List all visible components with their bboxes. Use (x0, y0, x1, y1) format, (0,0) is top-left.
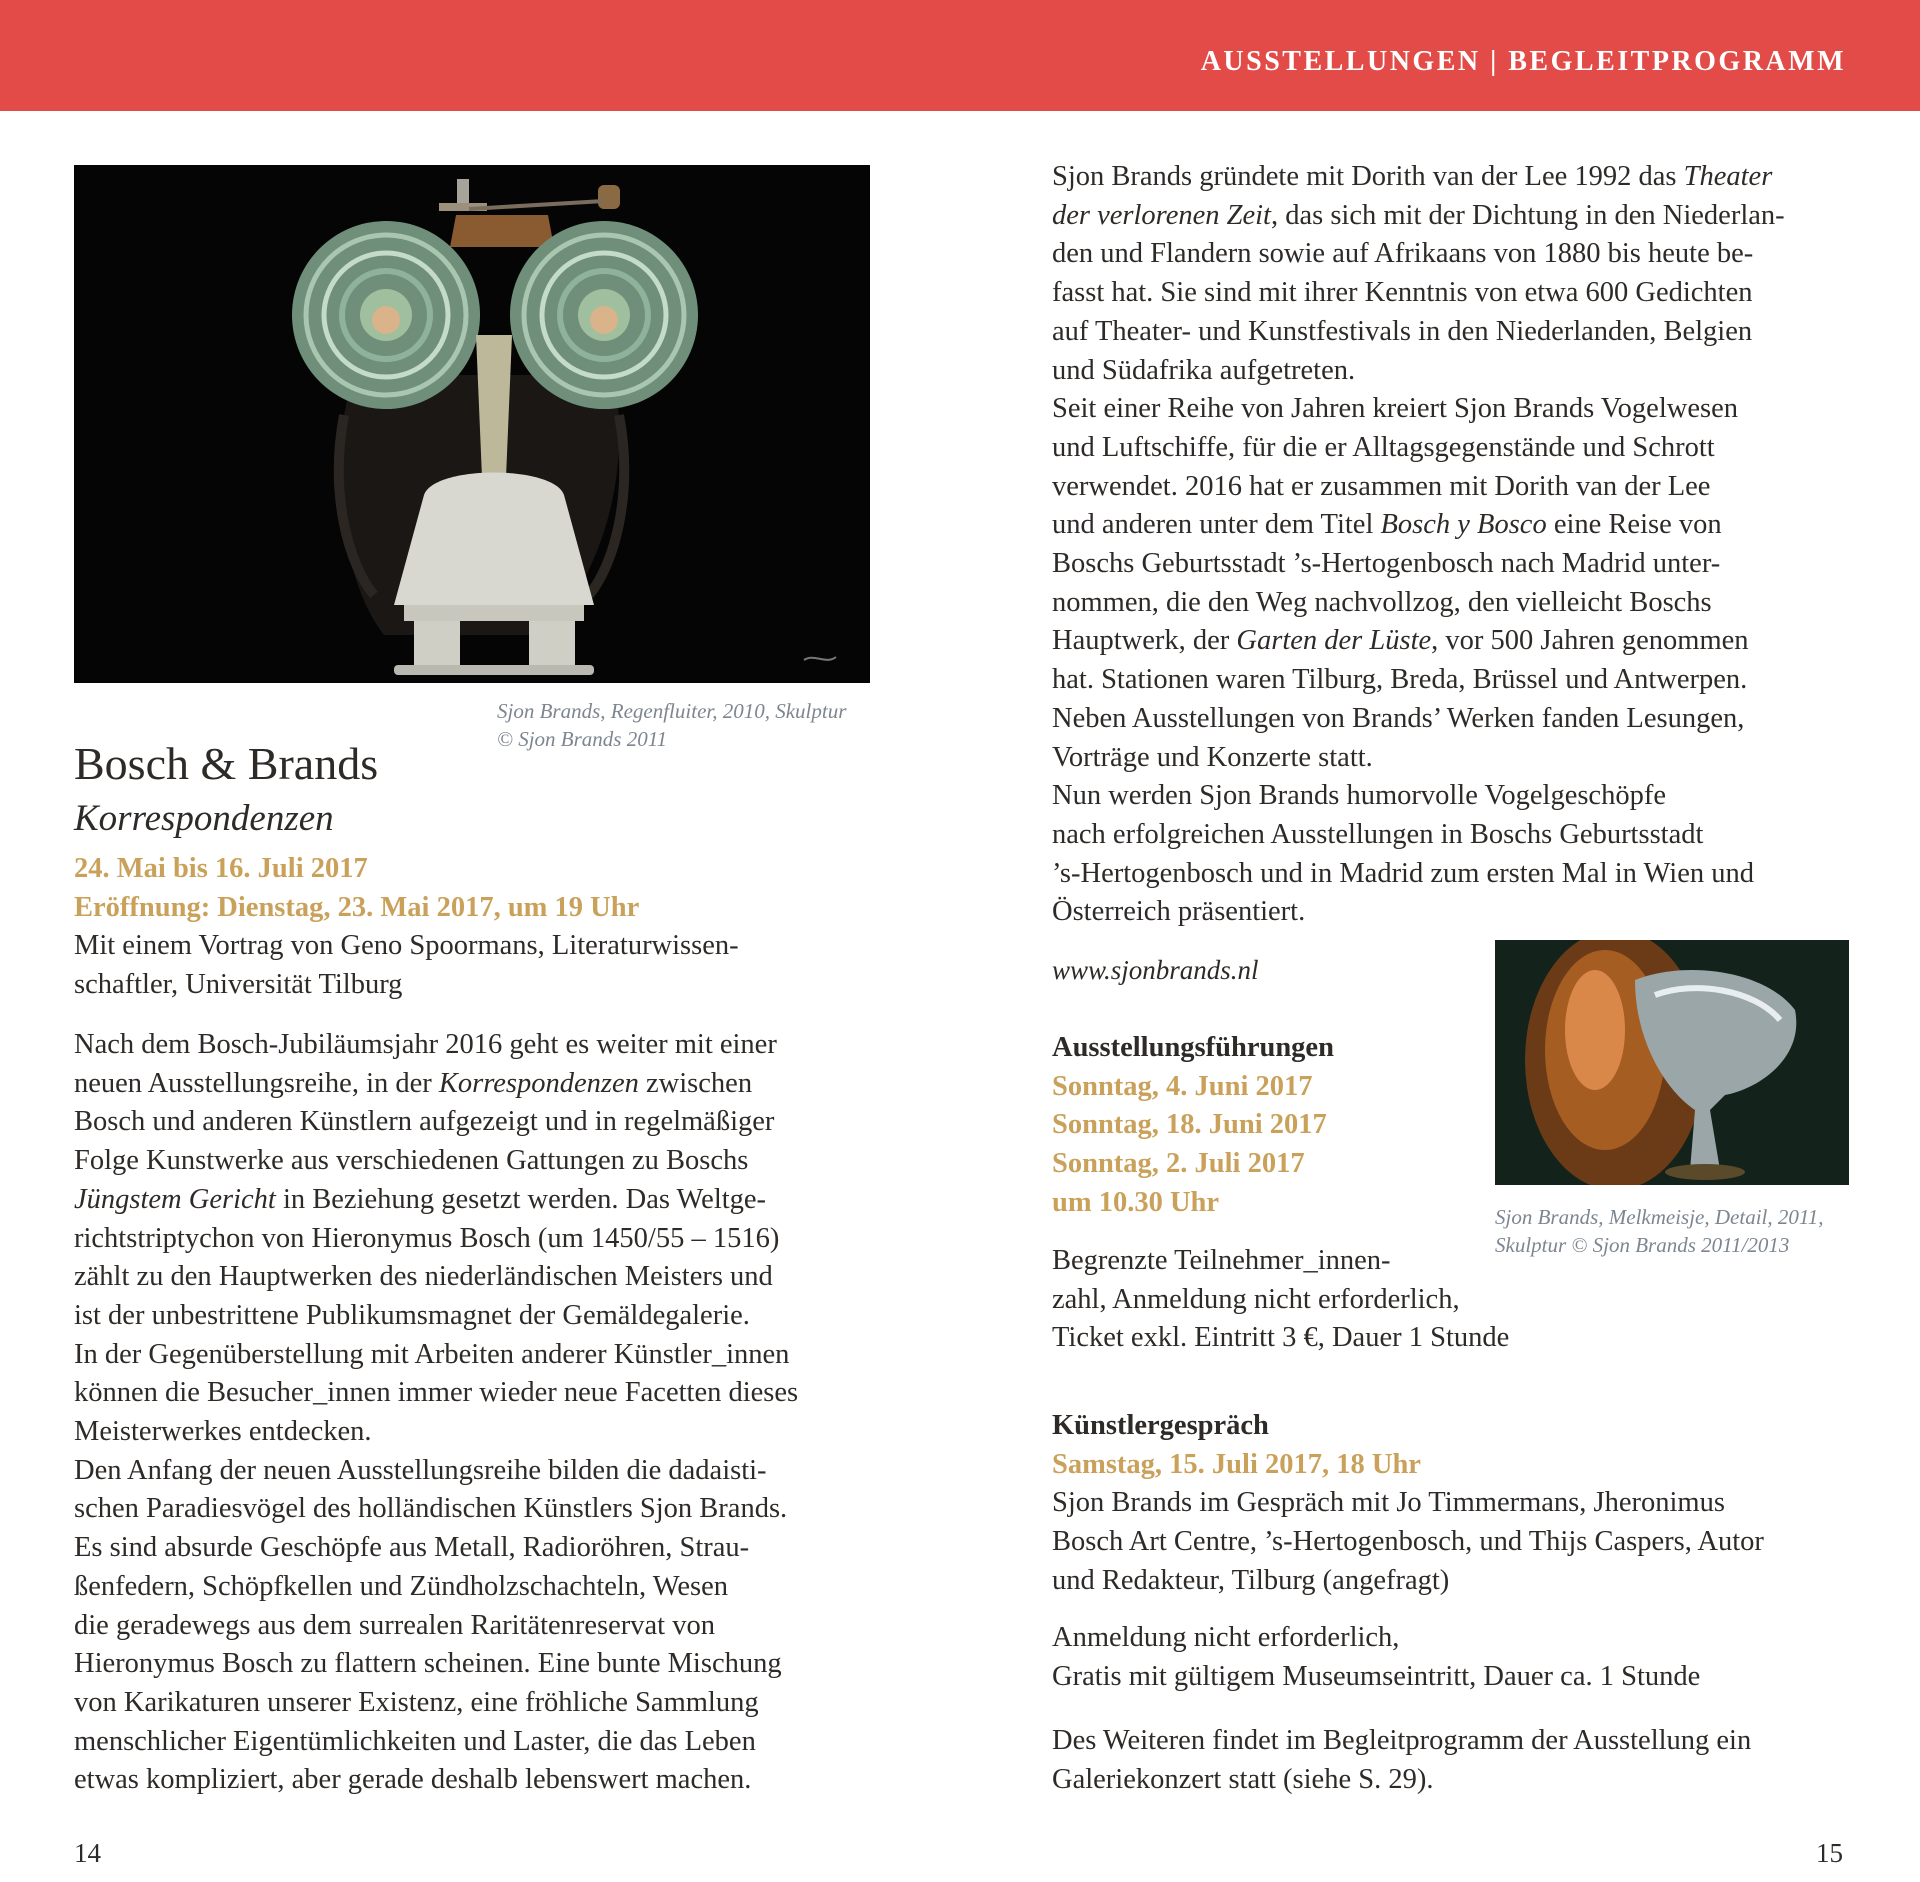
closing-note (1052, 1722, 1872, 1799)
page-number-right: 15 (1816, 1838, 1843, 1868)
body-line: Folge Kunstwerke aus verschiedenen Gattungen zu Boschs (74, 1145, 749, 1177)
body-line: Österreich präsentiert. (1052, 896, 1306, 928)
lecture-line: Mit einem Vortrag von Geno Spoormans, Literaturwissen- (74, 930, 739, 962)
body-line: In der Gegenüberstellung mit Arbeiten anderer Künstler_innen (74, 1338, 790, 1370)
article-subtitle: Korrespondenzen (74, 798, 334, 839)
body-line: und Südafrika aufgetreten. (1052, 354, 1356, 386)
sculpture-photo-regenfluiter (74, 165, 870, 683)
body-line: ist der unbestrittene Publikumsmagnet der Gemäldegalerie. (74, 1299, 750, 1331)
body-line: etwas kompliziert, aber gerade deshalb lebenswert machen. (74, 1764, 752, 1796)
page-number-left: 14 (74, 1838, 101, 1868)
caption-line: © Sjon Brands 2011 (497, 727, 668, 751)
caption-line: Skulptur © Sjon Brands 2011/2013 (1495, 1233, 1790, 1257)
website-link[interactable]: www.sjonbrands.nl (1052, 955, 1259, 985)
body-line: schen Paradiesvögel des holländischen Künstlers Sjon Brands. (74, 1493, 788, 1525)
talk-heading: Künstlergespräch (1052, 1410, 1269, 1441)
caption-line: Sjon Brands, Regenfluiter, 2010, Skulptur (497, 699, 847, 723)
article-body (74, 1026, 894, 1800)
tours-heading: Ausstellungsführungen (1052, 1032, 1334, 1063)
article-title: Bosch & Brands (74, 738, 379, 789)
body-line: nommen, die den Weg nachvollzog, den vielleicht Boschs (1052, 586, 1712, 618)
photo-caption-regenfluiter (497, 697, 897, 753)
body-line: Bosch und anderen Künstlern aufgezeigt und in regelmäßiger (74, 1106, 775, 1138)
body-line: ßenfedern, Schöpfkellen und Zündholzschachteln, Wesen (74, 1570, 729, 1602)
body-line: fasst hat. Sie sind mit ihrer Kenntnis von etwa 600 Gedichten (1052, 277, 1753, 309)
caption-line: Sjon Brands, Melkmeisje, Detail, 2011, (1495, 1205, 1824, 1229)
body-line: können die Besucher_innen immer wieder neue Facetten dieses (74, 1377, 799, 1409)
info-line: Begrenzte Teilnehmer_innen- (1052, 1245, 1391, 1276)
opening-date: Eröffnung: Dienstag, 23. Mai 2017, um 19 Uhr (74, 891, 640, 923)
body-line: auf Theater- und Kunstfestivals in den Niederlanden, Belgien (1052, 315, 1753, 347)
tour-date: Sonntag, 2. Juli 2017 (1052, 1148, 1305, 1180)
closing-line: Galeriekonzert statt (siehe S. 29). (1052, 1763, 1434, 1795)
tour-time: um 10.30 Uhr (1052, 1186, 1220, 1218)
body-line: Es sind absurde Geschöpfe aus Metall, Radioröhren, Strau- (74, 1532, 750, 1564)
body-line: ’s-Hertogenbosch und in Madrid zum ersten Mal in Wien und (1052, 857, 1754, 889)
body-line: die geradewegs aus dem surrealen Raritätenreservat von (74, 1609, 715, 1641)
body-line: Sjon Brands gründete mit Dorith van der Lee 1992 das Theater (1052, 161, 1773, 192)
exhibition-info (74, 850, 894, 1005)
header-bar (0, 0, 1920, 111)
body-line: Seit einer Reihe von Jahren kreiert Sjon Brands Vogelwesen (1052, 393, 1738, 425)
body-line: der verlorenen Zeit, das sich mit der Dichtung in den Niederlan- (1052, 199, 1785, 231)
sculpture-photo-melkmeisje (1495, 940, 1849, 1185)
exhibition-dates: 24. Mai bis 16. Juli 2017 (74, 853, 368, 884)
talk-section (1052, 1407, 1872, 1601)
tour-date: Sonntag, 4. Juni 2017 (1052, 1070, 1313, 1102)
body-line: nach erfolgreichen Ausstellungen in Boschs Geburtsstadt (1052, 818, 1704, 850)
body-line: und anderen unter dem Titel Bosch y Bosco eine Reise von (1052, 509, 1722, 541)
info-line: zahl, Anmeldung nicht erforderlich, (1052, 1283, 1460, 1315)
body-line: menschlicher Eigentümlichkeiten und Laster, die das Leben (74, 1725, 756, 1757)
talk-line: Sjon Brands im Gespräch mit Jo Timmermans, Jheronimus (1052, 1487, 1725, 1519)
tours-info (1052, 1242, 1672, 1358)
body-line: Neben Ausstellungen von Brands’ Werken fanden Lesungen, (1052, 702, 1745, 734)
talk-date: Samstag, 15. Juli 2017, 18 Uhr (1052, 1448, 1421, 1480)
talk-line: Bosch Art Centre, ’s-Hertogenbosch, und Thijs Caspers, Autor (1052, 1526, 1764, 1558)
artist-intro (1052, 158, 1872, 932)
body-line: Meisterwerkes entdecken. (74, 1416, 372, 1448)
info-line: Gratis mit gültigem Museumseintritt, Dauer ca. 1 Stunde (1052, 1660, 1701, 1692)
body-line: Hauptwerk, der Garten der Lüste, vor 500 Jahren genommen (1052, 625, 1749, 657)
body-line: den und Flandern sowie auf Afrikaans von 1880 bis heute be- (1052, 238, 1754, 270)
body-line: Jüngstem Gericht in Beziehung gesetzt werden. Das Weltge- (74, 1183, 767, 1215)
body-line: Boschs Geburtsstadt ’s-Hertogenbosch nach Madrid unter- (1052, 548, 1721, 580)
body-line: Hieronymus Bosch zu flattern scheinen. Eine bunte Mischung (74, 1648, 782, 1680)
info-line: Ticket exkl. Eintritt 3 €, Dauer 1 Stunde (1052, 1322, 1510, 1354)
body-line: zählt zu den Hauptwerken des niederländischen Meisters und (74, 1261, 773, 1293)
body-line: und Luftschiffe, für die er Alltagsgegenstände und Schrott (1052, 431, 1715, 463)
body-line: richtstriptychon von Hieronymus Bosch (um 1450/55 – 1516) (74, 1222, 780, 1254)
info-line: Anmeldung nicht erforderlich, (1052, 1622, 1400, 1653)
lecture-line: schaftler, Universität Tilburg (74, 969, 403, 1001)
body-line: von Karikaturen unserer Existenz, eine fröhliche Sammlung (74, 1686, 759, 1718)
body-line: neuen Ausstellungsreihe, in der Korrespondenzen zwischen (74, 1067, 753, 1099)
talk-line: und Redakteur, Tilburg (angefragt) (1052, 1564, 1450, 1596)
header-title: AUSSTELLUNGEN | BEGLEITPROGRAMM (1200, 46, 1846, 77)
body-line: verwendet. 2016 hat er zusammen mit Dorith van der Lee (1052, 470, 1711, 502)
body-line: Nach dem Bosch-Jubiläumsjahr 2016 geht es weiter mit einer (74, 1029, 777, 1060)
talk-info (1052, 1619, 1872, 1696)
tours-section (1052, 1029, 1482, 1223)
body-line: hat. Stationen waren Tilburg, Breda, Brüssel und Antwerpen. (1052, 664, 1748, 696)
body-line: Vorträge und Konzerte statt. (1052, 741, 1373, 773)
body-line: Den Anfang der neuen Ausstellungsreihe bilden die dadaisti- (74, 1454, 767, 1486)
closing-line: Des Weiteren findet im Begleitprogramm der Ausstellung ein (1052, 1725, 1752, 1756)
body-line: Nun werden Sjon Brands humorvolle Vogelgeschöpfe (1052, 780, 1666, 812)
tour-date: Sonntag, 18. Juni 2017 (1052, 1109, 1327, 1141)
